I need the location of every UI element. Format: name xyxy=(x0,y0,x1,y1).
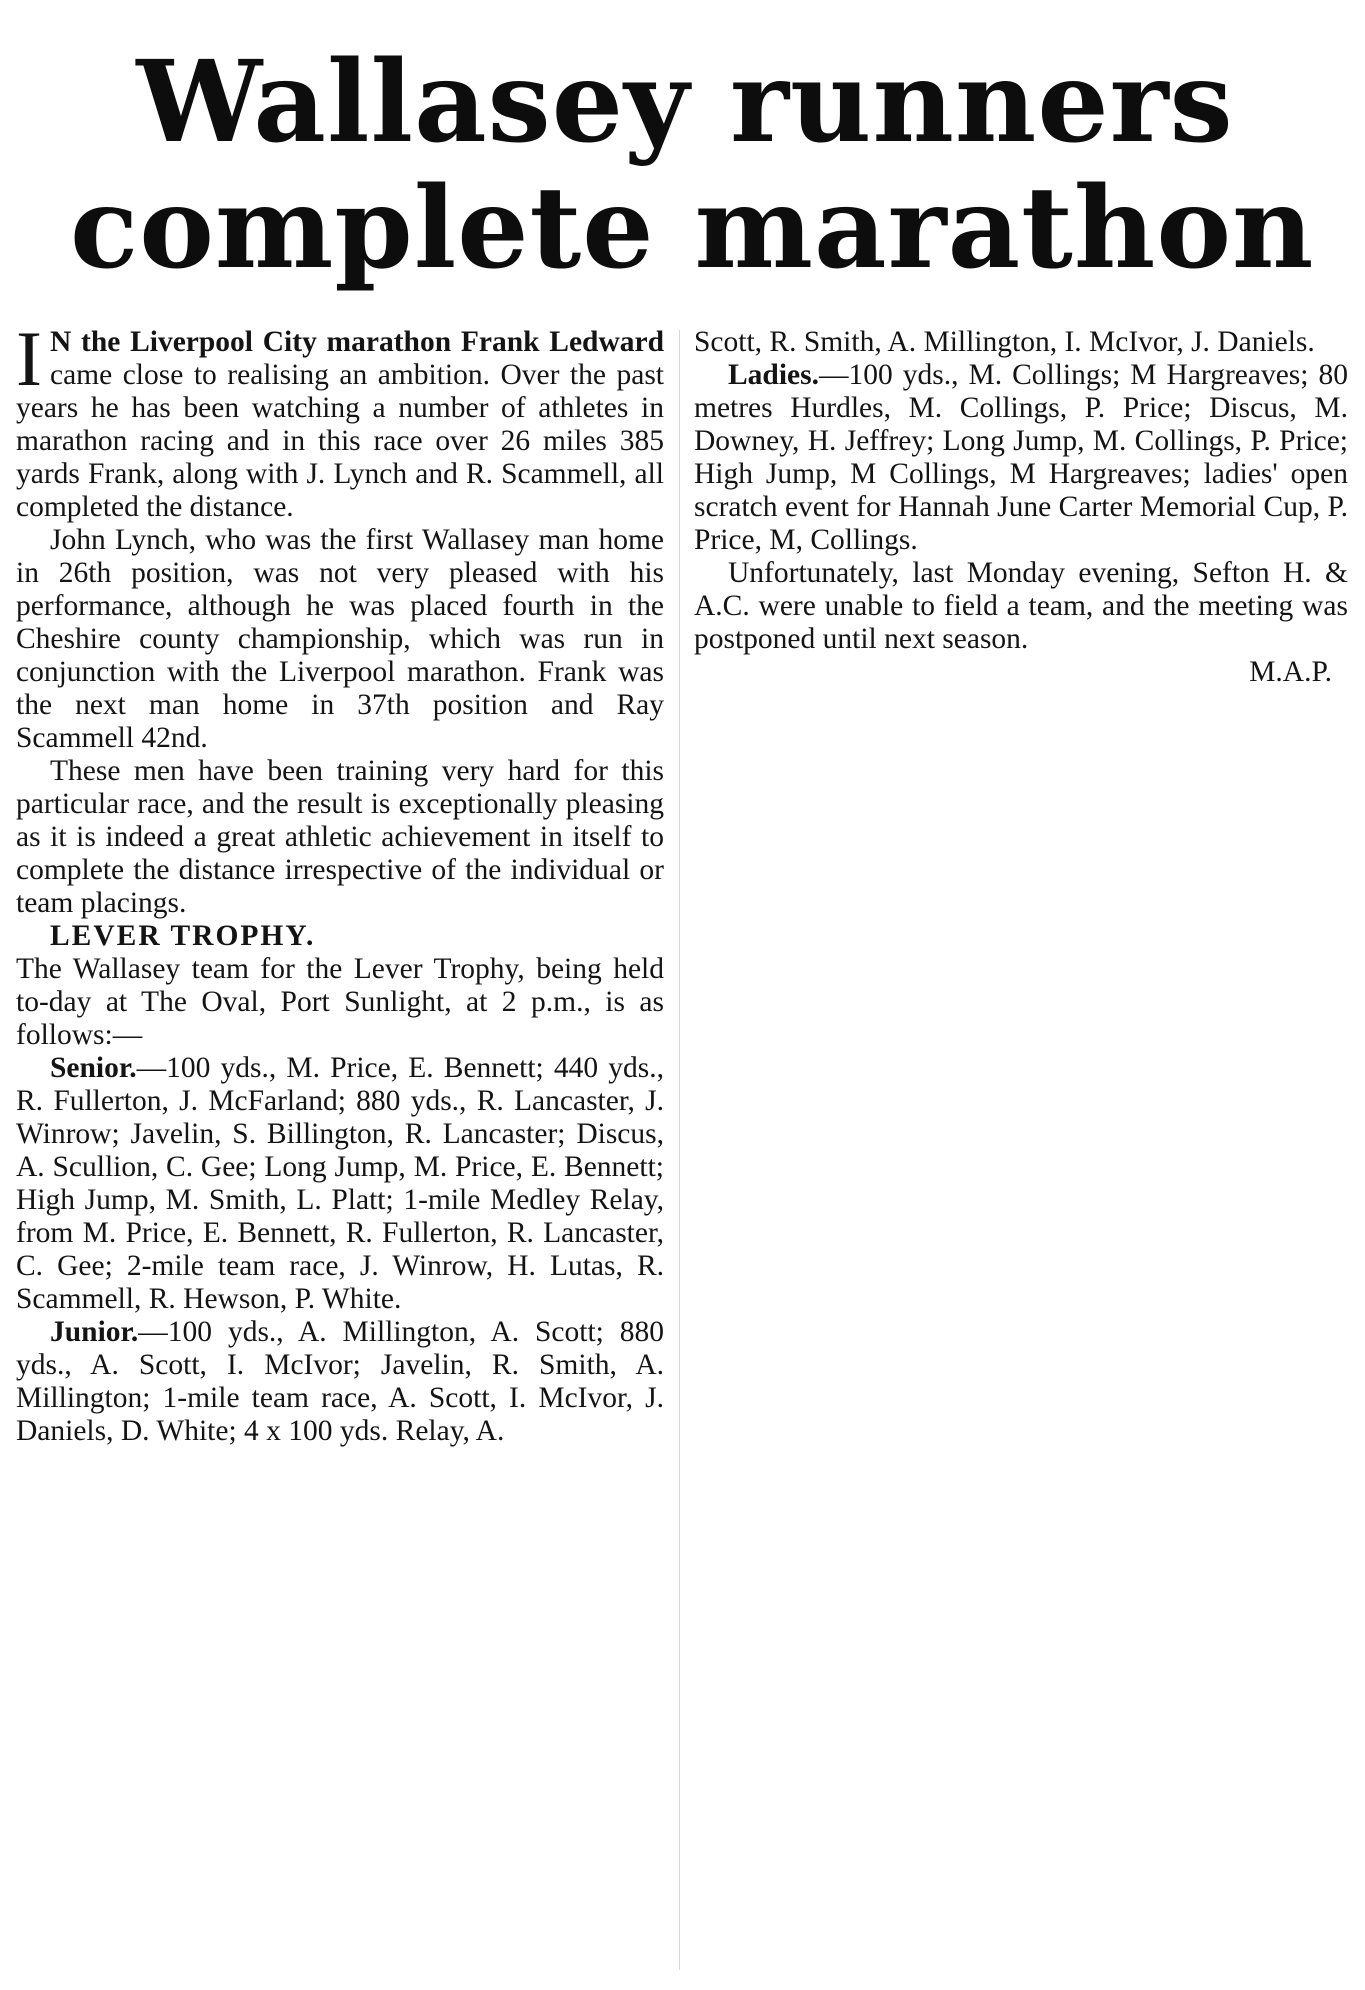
junior-team-continued: Scott, R. Smith, A. Millington, I. McIvor, J. Daniels. xyxy=(694,326,1315,358)
ladies-team-paragraph xyxy=(694,359,1348,557)
intro-body-text: came close to realising an ambition. Over the past years he has been watching a number of athletes in marathon racing and in this race over 26 miles 385 yards Frank, along with J. Lynch and R. Scammell, all completed the distance. xyxy=(16,359,664,523)
headline-line-2: complete marathon xyxy=(70,163,1315,294)
article-paragraph-intro xyxy=(16,315,664,524)
senior-team-text: —100 yds., M. Price, E. Bennett; 440 yds., R. Fullerton, J. McFarland; 880 yds., R. Lancaster, J. Winrow; Javelin, S. Billington, R. Lancaster; Discus, A. Scullion, C. Gee; Long Jump, M. Price, E. Bennett; High Jump, M. Smith, L. Platt; 1-mile Medley Relay, from M. Price, E. Bennett, R. Fullerton, R. Lancaster, C. Gee; 2-mile team race, J. Winrow, H. Lutas, R. Scammell, R. Hewson, P. White. xyxy=(16,1052,664,1315)
article-column-right xyxy=(694,326,1348,689)
byline: M.A.P. xyxy=(1249,656,1332,688)
article-paragraph-postponed: Unfortunately, last Monday evening, Sefton H. & A.C. were unable to field a team, and the meeting was postponed until next season. xyxy=(694,557,1348,655)
article-paragraph-lynch: John Lynch, who was the first Wallasey man home in 26th position, was not very pleased with his performance, although he was placed fourth in the Cheshire county championship, which was run in conjunction with the Liverpool marathon. Frank was the next man home in 37th position and Ray Scammell 42nd. xyxy=(16,524,664,754)
drop-cap: I xyxy=(16,315,42,402)
article-column-left xyxy=(16,315,664,1448)
junior-team-paragraph xyxy=(16,1316,664,1448)
junior-label: Junior. xyxy=(50,1316,139,1348)
lever-trophy-intro: The Wallasey team for the Lever Trophy, being held to-day at The Oval, Port Sunlight, at 2 p.m., is as follows:— xyxy=(16,953,664,1051)
junior-team-text: —100 yds., A. Millington, A. Scott; 880 yds., A. Scott, I. McIvor; Javelin, R. Smith, A. Millington; 1-mile team race, A. Scott, I. McIvor, J. Daniels, D. White; 4 x 100 yds. Relay, A. xyxy=(16,1316,664,1447)
article-paragraph-training: These men have been training very hard for this particular race, and the result is exceptionally pleasing as it is indeed a great athletic achievement in itself to complete the distance irrespective of the individual or team placings. xyxy=(16,755,664,919)
intro-lead-text: N the Liverpool City marathon Frank Ledward xyxy=(49,326,664,358)
section-heading-lever-trophy: LEVER TROPHY. xyxy=(50,920,316,952)
senior-team-paragraph xyxy=(16,1052,664,1316)
ladies-label: Ladies. xyxy=(728,359,819,391)
column-divider xyxy=(679,330,680,1970)
senior-label: Senior. xyxy=(50,1052,137,1084)
headline xyxy=(70,37,1315,294)
ladies-team-text: —100 yds., M. Collings; M Hargreaves; 80 metres Hurdles, M. Collings, P. Price; Discus, M. Downey, H. Jeffrey; Long Jump, M. Collings, P. Price; High Jump, M Collings, M Hargreaves; ladies' open scratch event for Hannah June Carter Memorial Cup, P. Price, M, Collings. xyxy=(694,359,1348,556)
headline-line-1: Wallasey runners xyxy=(136,37,1234,168)
